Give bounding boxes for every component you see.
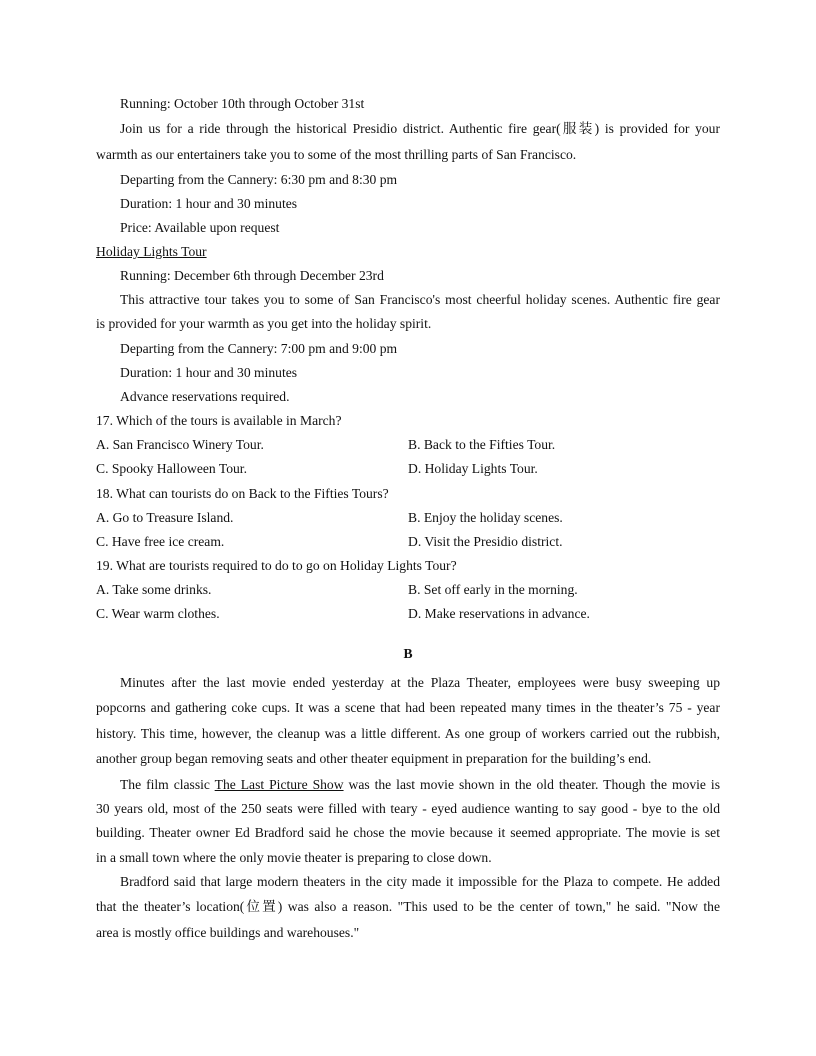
paragraph-line: Minutes after the last movie ended yesterday at the Plaza Theater, employees were busy sweeping up: [120, 675, 720, 690]
paragraph-line: 30 years old, most of the 250 seats were filled with teary - eyed audience wanting to say good - bye to the old: [96, 801, 720, 816]
answer-option: D. Holiday Lights Tour.: [408, 461, 538, 476]
tour-duration: Duration: 1 hour and 30 minutes: [120, 365, 298, 380]
tour-description-line: Join us for a ride through the historical Presidio district. Authentic fire gear(服装) is provided for your: [120, 121, 720, 136]
paragraph-line: history. This time, however, the cleanup was a little different. As one group of workers carried out the rubbish,: [96, 726, 720, 741]
tour-running: Running: October 10th through October 31st: [120, 96, 365, 111]
tour-title-holiday: Holiday Lights Tour: [96, 244, 207, 259]
answer-option: B. Enjoy the holiday scenes.: [408, 510, 563, 525]
paragraph-line: that the theater’s location(位置) was also a reason. "This used to be the center of town," he said. "Now the: [96, 899, 720, 914]
question-stem: 17. Which of the tours is available in March?: [96, 413, 342, 428]
paragraph-line: [120, 776, 720, 794]
answer-option: C. Spooky Halloween Tour.: [96, 461, 247, 476]
section-heading: B: [403, 646, 413, 661]
tour-departing: Departing from the Cannery: 6:30 pm and 8:30 pm: [120, 172, 398, 187]
answer-option: A. San Francisco Winery Tour.: [96, 437, 264, 452]
paragraph-line: another group began removing seats and other theater equipment in preparation for the building’s end.: [96, 751, 652, 766]
tour-description-line: This attractive tour takes you to some of San Francisco's most cheerful holiday scenes. Authentic fire gear: [120, 292, 720, 307]
answer-option: C. Wear warm clothes.: [96, 606, 220, 621]
tour-running: Running: December 6th through December 23rd: [120, 268, 384, 283]
tour-duration: Duration: 1 hour and 30 minutes: [120, 196, 298, 211]
answer-option: A. Take some drinks.: [96, 582, 212, 597]
question-stem: 18. What can tourists do on Back to the Fifties Tours?: [96, 486, 389, 501]
paragraph-text: was the last movie shown in the old theater. Though the movie is: [343, 777, 720, 792]
answer-option: D. Make reservations in advance.: [408, 606, 590, 621]
tour-departing: Departing from the Cannery: 7:00 pm and 9:00 pm: [120, 341, 398, 356]
paragraph-line: popcorns and gathering coke cups. It was a scene that had been repeated many times in the theater’s 75 - year: [96, 700, 720, 715]
paragraph-line: building. Theater owner Ed Bradford said he chose the movie because it seemed appropriate. The movie is set: [96, 825, 720, 840]
paragraph-line: in a small town where the only movie theater is preparing to close down.: [96, 850, 492, 865]
answer-option: B. Back to the Fifties Tour.: [408, 437, 556, 452]
tour-advance-note: Advance reservations required.: [120, 389, 290, 404]
paragraph-line: area is mostly office buildings and warehouses.": [96, 925, 360, 940]
tour-description-line: warmth as our entertainers take you to some of the most thrilling parts of San Francisco.: [96, 147, 577, 162]
answer-option: B. Set off early in the morning.: [408, 582, 578, 597]
answer-option: A. Go to Treasure Island.: [96, 510, 234, 525]
film-title: The Last Picture Show: [214, 777, 344, 792]
paragraph-text: The film classic: [120, 777, 215, 792]
paragraph-line: Bradford said that large modern theaters in the city made it impossible for the Plaza to compete. He added: [120, 874, 720, 889]
answer-option: D. Visit the Presidio district.: [408, 534, 563, 549]
answer-option: C. Have free ice cream.: [96, 534, 225, 549]
tour-price: Price: Available upon request: [120, 220, 280, 235]
tour-description-line: is provided for your warmth as you get into the holiday spirit.: [96, 316, 432, 331]
question-stem: 19. What are tourists required to do to go on Holiday Lights Tour?: [96, 558, 457, 573]
